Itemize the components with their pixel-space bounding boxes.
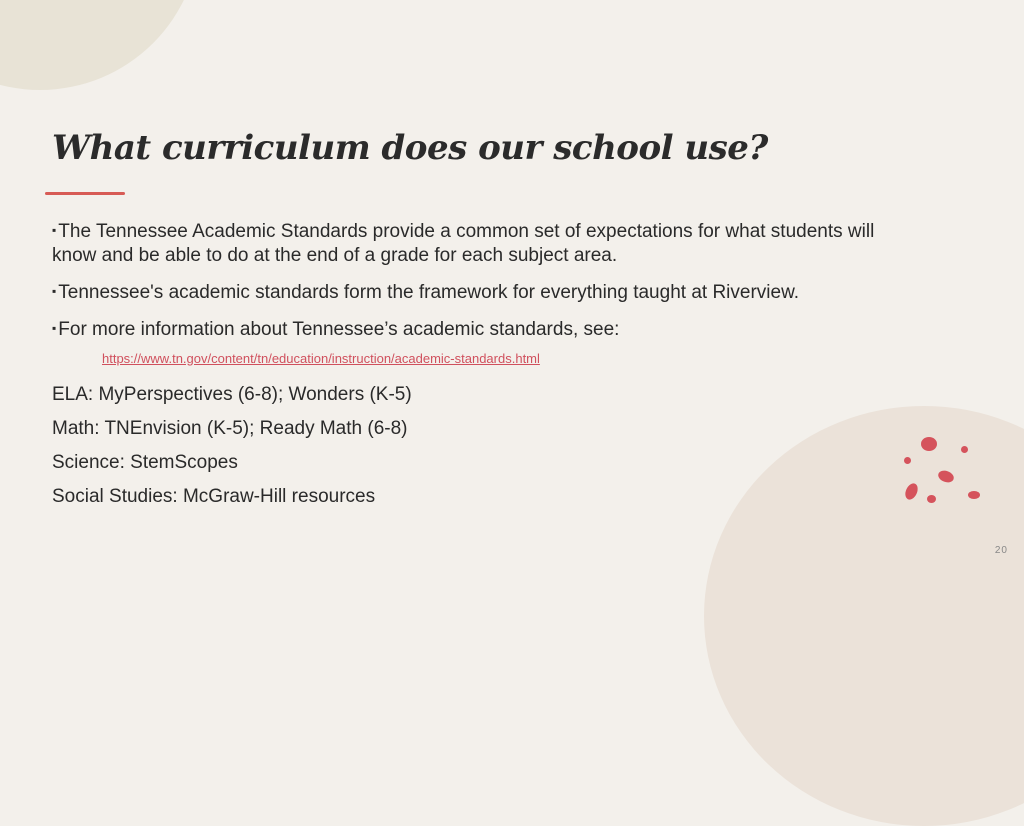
slide-title: What curriculum does our school use?	[52, 128, 768, 168]
bullet-item	[52, 279, 882, 305]
decorative-dot	[968, 491, 980, 499]
title-underline	[45, 192, 125, 195]
bullet-text: The Tennessee Academic Standards provide a common set of expectations for what students will know and be able to do at the end of a grade for each subject area.	[52, 221, 875, 266]
slide-body	[52, 218, 882, 519]
square-bullet-icon: ▪	[52, 284, 57, 298]
square-bullet-icon: ▪	[52, 321, 57, 335]
bullet-text: Tennessee's academic standards form the framework for everything taught at Riverview.	[58, 282, 800, 303]
bullet-item	[52, 316, 882, 342]
decorative-dot	[927, 495, 936, 503]
decorative-dot	[904, 457, 911, 464]
page-number: 20	[994, 545, 1008, 556]
decorative-dot	[961, 446, 968, 453]
curriculum-ela: ELA: MyPerspectives (6-8); Wonders (K-5)	[52, 384, 412, 405]
square-bullet-icon: ▪	[52, 223, 57, 237]
curriculum-science: Science: StemScopes	[52, 452, 238, 473]
curriculum-social-studies: Social Studies: McGraw-Hill resources	[52, 486, 376, 507]
decorative-blob-top-left	[0, 0, 200, 90]
bullet-text: For more information about Tennessee’s academic standards, see:	[58, 319, 620, 340]
academic-standards-link[interactable]: https://www.tn.gov/content/tn/education/instruction/academic-standards.html	[102, 351, 540, 366]
decorative-dot	[921, 437, 937, 451]
bullet-item	[52, 218, 882, 268]
curriculum-math: Math: TNEnvision (K-5); Ready Math (6-8)	[52, 418, 408, 439]
